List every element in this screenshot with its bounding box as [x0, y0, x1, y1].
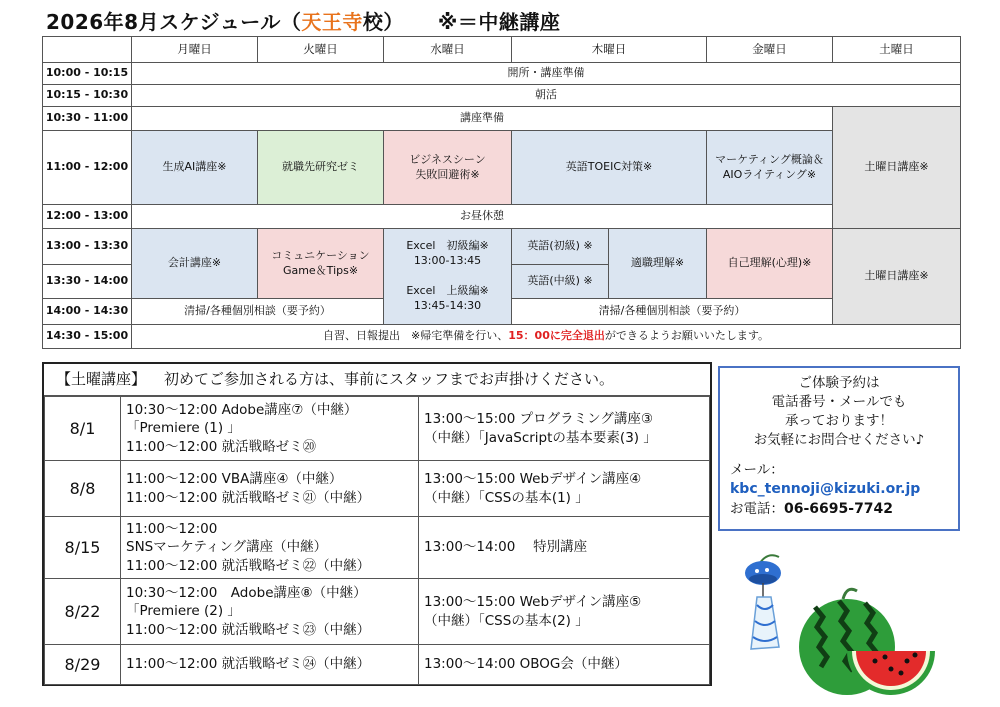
friday-11-cell [707, 131, 833, 205]
contact-line: お気軽にお問合せください♪ [753, 432, 925, 449]
saturday-right [419, 579, 710, 645]
lecture-line: （中継）「CSSの基本(2) 」 [424, 612, 589, 629]
page-title [46, 6, 560, 35]
corner-cell [43, 37, 132, 63]
tel-number[interactable]: 06-6695-7742 [784, 500, 894, 517]
saturday-row [45, 397, 710, 461]
lecture-line: 10:30～12:00 Adobe講座⑧（中継） [126, 585, 367, 602]
day-header: 火曜日 [258, 37, 384, 63]
lecture-line: 11:00～12:00 就活戦略ゼミ㉒（中継） [126, 557, 371, 574]
morning-cell: 朝活 [132, 85, 961, 107]
saturday-row [45, 517, 710, 579]
mail-label: メール： [730, 461, 784, 478]
lecture-line: 11:00～12:00 VBA講座④（中継） [126, 471, 343, 488]
time-cell: 11:00 - 12:00 [43, 131, 132, 205]
lecture-line: 11:00～12:00 就活戦略ゼミ⑳ [126, 438, 317, 455]
time-cell: 13:00 - 13:30 [43, 229, 132, 265]
lecture-line: 13:00～14:00 特別講座 [424, 539, 588, 556]
saturday-lectures-panel [42, 362, 712, 686]
notice-text: ができるようお願いいたします。 [604, 329, 769, 343]
time-cell: 14:00 - 14:30 [43, 299, 132, 325]
watermelon-wind-chime-icon [735, 545, 945, 695]
title-suffix: 校） [362, 10, 404, 34]
saturday-left [121, 645, 419, 685]
saturday-notice: 初めてご参加される方は、事前にスタッフまでお声掛けください。 [164, 370, 615, 388]
saturday-left [121, 461, 419, 517]
thursday-aptitude-cell: 適職理解※ [609, 229, 707, 299]
lunch-cell: お昼休憩 [132, 205, 833, 229]
cell-line: Excel 上級編※ [406, 283, 489, 297]
saturday-right [419, 461, 710, 517]
day-header: 水曜日 [384, 37, 512, 63]
lecture-line: 11:00～12:00 就活戦略ゼミ㉔（中継） [126, 656, 371, 673]
saturday-date: 8/15 [45, 517, 121, 579]
saturday-am-cell: 土曜日講座※ [833, 107, 961, 229]
cell-line: コミュニケーション [271, 248, 370, 262]
contact-line: ご体験予約は [798, 375, 880, 391]
title-campus: 天王寺 [301, 10, 363, 34]
last-slot-cell [132, 325, 961, 349]
prep-cell: 講座準備 [132, 107, 833, 131]
saturday-left [121, 397, 419, 461]
saturday-date: 8/1 [45, 397, 121, 461]
saturday-date: 8/22 [45, 579, 121, 645]
saturday-pm-cell: 土曜日講座※ [833, 229, 961, 325]
cell-line: マーケティング概論＆ [715, 152, 824, 166]
saturday-right [419, 645, 710, 685]
saturday-header [44, 364, 710, 396]
time-cell: 13:30 - 14:00 [43, 265, 132, 299]
day-header: 金曜日 [707, 37, 833, 63]
time-cell: 10:15 - 10:30 [43, 85, 132, 107]
time-cell: 14:30 - 15:00 [43, 325, 132, 349]
contact-box [718, 366, 960, 531]
contact-line: 電話番号・メールでも [771, 394, 907, 411]
saturday-right [419, 517, 710, 579]
cell-line: AIOライティング※ [722, 167, 817, 181]
saturday-date: 8/8 [45, 461, 121, 517]
thursday-english-mid-cell: 英語(中級) ※ [512, 265, 609, 299]
lecture-line: 「Premiere (1) 」 [126, 420, 241, 437]
lecture-line: 13:00～15:00 Webデザイン講座④ [424, 471, 642, 488]
header-row [43, 37, 961, 63]
friday-13-cell: 自己理解(心理)※ [707, 229, 833, 299]
tuesday-13-cell [258, 229, 384, 299]
lecture-line: 10:30～12:00 Adobe講座⑦（中継） [126, 402, 358, 419]
day-header: 月曜日 [132, 37, 258, 63]
saturday-row [45, 461, 710, 517]
cell-line: ビジネスシーン [409, 152, 486, 166]
cell-line: Excel 初級編※ [406, 239, 489, 253]
lecture-line: 11:00～12:00 [126, 521, 218, 538]
tel-label: お電話： [730, 500, 784, 517]
lecture-line: 13:00～15:00 Webデザイン講座⑤ [424, 594, 642, 611]
opening-cell: 開所・講座準備 [132, 63, 961, 85]
tuesday-11-cell: 就職先研究ゼミ [258, 131, 384, 205]
day-header: 木曜日 [512, 37, 707, 63]
notice-red-text: 15：00に完全退出 [508, 329, 605, 343]
lecture-line: 11:00～12:00 就活戦略ゼミ㉑（中継） [126, 489, 371, 506]
saturday-right [419, 397, 710, 461]
cell-line: 失敗回避術※ [415, 167, 480, 181]
lecture-line: SNSマーケティング講座（中継） [126, 539, 328, 556]
monday-13-cell: 会計講座※ [132, 229, 258, 299]
saturday-left [121, 517, 419, 579]
time-cell: 10:30 - 11:00 [43, 107, 132, 131]
lecture-line: 13:00～15:00 プログラミング講座③ [424, 411, 653, 428]
time-cell: 10:00 - 10:15 [43, 63, 132, 85]
saturday-date: 8/29 [45, 645, 121, 685]
mail-link[interactable]: kbc_tennoji@kizuki.or.jp [730, 480, 921, 497]
saturday-table [44, 396, 710, 685]
lecture-line: （中継）「JavaScriptの基本要素(3) 」 [424, 429, 657, 446]
day-header: 土曜日 [833, 37, 961, 63]
saturday-left [121, 579, 419, 645]
saturday-row [45, 645, 710, 685]
cleaning-left-cell: 清掃/各種個別相談（要予約） [132, 299, 384, 325]
cleaning-right-cell: 清掃/各種個別相談（要予約） [512, 299, 833, 325]
contact-line: 承っております！ [785, 413, 893, 430]
lecture-line: 11:00～12:00 就活戦略ゼミ㉓（中継） [126, 621, 371, 638]
cell-line: 13:00-13:45 [413, 254, 482, 268]
lecture-line: 「Premiere (2) 」 [126, 603, 241, 620]
notice-text: 自習、日報提出 ※帰宅準備を行い、 [323, 329, 509, 343]
lecture-line: 13:00～14:00 OBOG会（中継） [424, 656, 628, 673]
monday-11-cell: 生成AI講座※ [132, 131, 258, 205]
lecture-line: （中継）「CSSの基本(1) 」 [424, 489, 589, 506]
wednesday-excel-cell [384, 229, 512, 325]
cell-line: Game＆Tips※ [282, 263, 359, 277]
saturday-label: 【土曜講座】 [56, 370, 147, 388]
cell-line: 13:45-14:30 [413, 298, 482, 312]
weekly-schedule-table [42, 36, 961, 349]
thursday-11-cell: 英語TOEIC対策※ [512, 131, 707, 205]
thursday-english-basic-cell: 英語(初級) ※ [512, 229, 609, 265]
wednesday-11-cell [384, 131, 512, 205]
saturday-row [45, 579, 710, 645]
title-prefix: 2026年8月スケジュール（ [46, 10, 302, 34]
title-note: ※＝中継講座 [437, 10, 561, 34]
time-cell: 12:00 - 13:00 [43, 205, 132, 229]
